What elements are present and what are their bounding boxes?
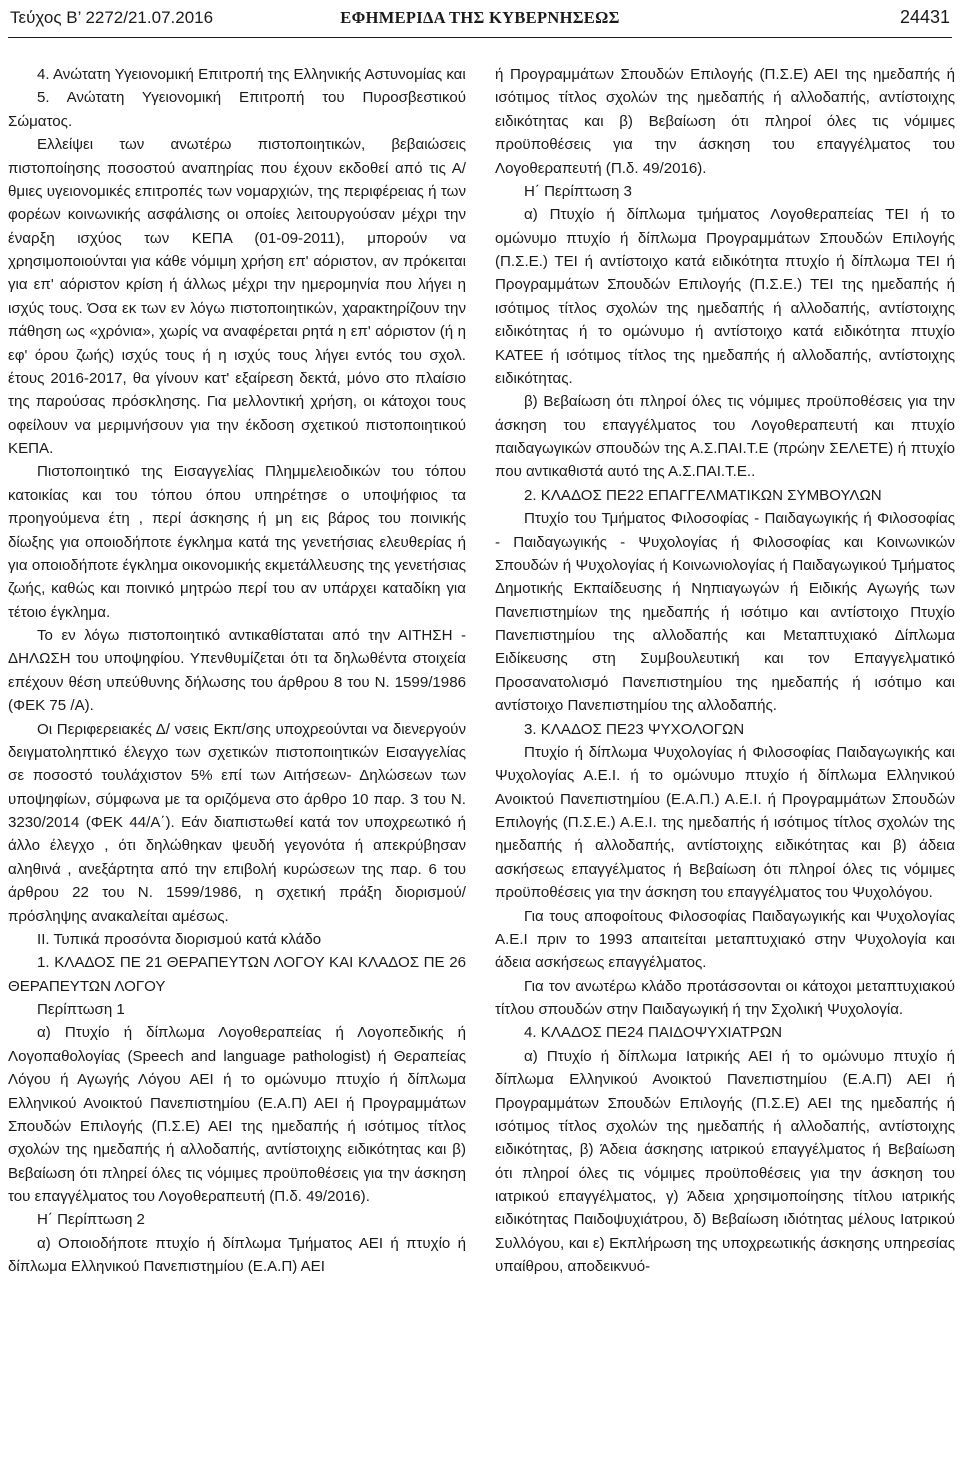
paragraph: Το εν λόγω πιστοποιητικό αντικαθίσταται από την ΑΙΤΗΣΗ - ΔΗΛΩΣΗ του υποψηφίου. Υπενθυμίζεται ότι τα δηλωθέντα στοιχεία επέχουν θέση υπεύθυνης δήλωσης του άρθρου 8 του Ν. 1599/1986 (ΦΕΚ 75 /Α). [8,627,466,715]
paragraph: ή Προγραμμάτων Σπουδών Επιλογής (Π.Σ.Ε) ΑΕΙ της ημεδαπής ή ισότιμος τίτλος σχολών της ημεδαπής ή αλλοδαπής, αντίστοιχης ειδικότητας και β) Βεβαίωση ότι πληροί όλες τις νόμιμες προϋποθέσεις για την άσκηση του επαγγέλματος του Λογοθεραπευτή (Π.δ. 49/2016). [495,66,955,177]
page-number: 24431 [899,7,950,27]
paragraph: Ελλείψει των ανωτέρω πιστοποιητικών, βεβαιώσεις πιστοποίησης ποσοστού αναπηρίας που έχουν εκδοθεί από τις Α/θμιες υγειονομικές επιτροπές των νομαρχιών, της περιφέρειας ή των φορέων κοινωνικής ασφάλισης οι οποίες λειτουργούσαν μέχρι την έναρξη ισχύος των ΚΕΠΑ (01-09-2011), μπορούν να χρησιμοποιούνται για κάθε νόμιμη χρήση επ' αόριστον, αν πρόκειται για επ' αόριστον κρίση ή άλλως μέχρι την ημερομηνία που λήγει η ισχύς τους. Όσα εκ των εν λόγω πιστοποιητικών, χαρακτηρίζουν την πάθηση ως «χρόνια», χωρίς να αναφέρεται ρητά η επ' αόριστον (ή η εφ' όρου ζωής) ισχύς τους ή η ισχύς τους λήγει εντός του σχολ. έτους 2016-2017, θα γίνουν κατ' εξαίρεση δεκτά, μόνο στο πλαίσιο της παρούσας πρόσκλησης. Για μελλοντική χρήση, οι κάτοχοι τους οφείλουν να μεριμνήσουν για την έκδοση σχετικού πιστοποιητικού ΚΕΠΑ. [8,136,466,457]
paragraph: Η΄ Περίπτωση 2 [37,1211,145,1229]
header-rule [8,37,952,38]
paragraph: Οι Περιφερειακές Δ/ νσεις Εκπ/σης υποχρεούνται να διενεργούν δειγματοληπτικό έλεγχο των σχετικών πιστοποιητικών Εισαγγελίας σε ποσοστό τουλάχιστον 5% επί των Αιτήσεων- Δηλώσεων των υποψηφίων, σύμφωνα με τα οριζόμενα στο άρθρο 10 παρ. 3 του Ν. 3230/2014 (ΦΕΚ 44/Α΄). Εάν διαπιστωθεί κατά τον υποχρεωτικό ή άλλο έλεγχο , ότι δηλώθηκαν ψευδή γεγονότα ή απεκρύβησαν αληθινά , ανεξάρτητα από την επιβολή κυρώσεων της παρ. 6 του άρθρου 22 του Ν. 1599/1986, η σχετική πράξη διορισμού/πρόσληψης ανακαλείται αμέσως. [8,720,466,925]
left-column [8,63,466,1279]
paragraph: ΙΙ. Τυπικά προσόντα διορισμού κατά κλάδο [37,930,322,948]
paragraph: α) Πτυχίο ή δίπλωμα τμήματος Λογοθεραπείας ΤΕΙ ή το ομώνυμο πτυχίο ή δίπλωμα Προγραμμάτων Σπουδών Επιλογής (Π.Σ.Ε.) ΤΕΙ ή αντίστοιχο κατά ειδικότητα πτυχίο ή δίπλωμα ΤΕΙ ή Προγραμμάτων Σπουδών Επιλογής (Π.Σ.Ε.) ΤΕΙ της ημεδαπής ή ισότιμος τίτλος σχολών της ημεδαπής ή αλλοδαπής, αντίστοιχης ειδικότητας ή το ομώνυμο ή αντίστοιχο κατά ειδικότητα πτυχίο ΚΑΤΕΕ ή ισότιμος τίτλος της ημεδαπής ή αλλοδαπής, αντίστοιχης ειδικότητας. [495,206,955,387]
paragraph: α) Πτυχίο ή δίπλωμα Ιατρικής ΑΕΙ ή το ομώνυμο πτυχίο ή δίπλωμα Ελληνικού Ανοικτού Πανεπιστημίου (Ε.Α.Π) ΑΕΙ ή Προγραμμάτων Σπουδών Επιλογής (Π.Σ.Ε) ΑΕΙ της ημεδαπής ή ισότιμος τίτλος σχολών της ημεδαπής ή αλλοδαπής, αντίστοιχης ειδικότητας, β) Άδεια άσκησης ιατρικού επαγγέλματος ή Βεβαίωση ότι πληροί όλες τις νόμιμες προϋποθέσεις για την άσκηση του ιατρικού επαγγέλματος, γ) Άδεια χρησιμοποίησης τίτλου ιατρικής ειδικότητας Παιδοψυχιάτρου, δ) Βεβαίωση ιδιότητας μέλους Ιατρικού Συλλόγου, και ε) Εκπλήρωση της υποχρεωτικής άσκησης υπηρεσίας υπαίθρου, αποδεικνυό- [495,1047,955,1276]
paragraph: α) Οποιοδήποτε πτυχίο ή δίπλωμα Τμήματος ΑΕΙ ή πτυχίο ή δίπλωμα Ελληνικού Πανεπιστημίου (Ε.Α.Π) ΑΕΙ [8,1234,466,1276]
paragraph: 3. ΚΛΑΔΟΣ ΠΕ23 ΨΥΧΟΛΟΓΩΝ [524,720,745,738]
page-header [8,4,952,38]
paragraph: 4. Ανώτατη Υγειονομική Επιτροπή της Ελληνικής Αστυνομίας και [37,66,466,83]
paragraph: Η΄ Περίπτωση 3 [524,182,632,200]
paragraph: Για τους αποφοίτους Φιλοσοφίας Παιδαγωγικής και Ψυχολογίας Α.Ε.Ι πριν το 1993 απαιτείται μεταπτυχιακό στην Ψυχολογία και άδεια ασκήσεως επαγγέλματος. [495,907,955,972]
paragraph: 4. ΚΛΑΔΟΣ ΠΕ24 ΠΑΙΔΟΨΥΧΙΑΤΡΩΝ [524,1024,783,1042]
paragraph: 2. ΚΛΑΔΟΣ ΠΕ22 ΕΠΑΓΓΕΛΜΑΤΙΚΩΝ ΣΥΜΒΟΥΛΩΝ [524,486,882,504]
paragraph: 1. ΚΛΑΔΟΣ ΠΕ 21 ΘΕΡΑΠΕΥΤΩΝ ΛΟΓΟΥ ΚΑΙ ΚΛΑΔΟΣ ΠΕ 26 ΘΕΡΑΠΕΥΤΩΝ ΛΟΓΟΥ [8,954,466,995]
paragraph: Για τον ανωτέρω κλάδο προτάσσονται οι κάτοχοι μεταπτυχιακού τίτλου σπουδών στην Παιδαγωγική ή την Σχολική Ψυχολογία. [495,977,955,1018]
right-column [495,63,955,1279]
gazette-title: ΕΦΗΜΕΡΙΔΑ ΤΗΣ ΚΥΒΕΡΝΗΣΕΩΣ [340,8,620,27]
paragraph: Πτυχίο ή δίπλωμα Ψυχολογίας ή Φιλοσοφίας Παιδαγωγικής και Ψυχολογίας Α.Ε.Ι. ή το ομώνυμο πτυχίο ή δίπλωμα Ελληνικού Ανοικτού Πανεπιστημίου (Ε.Α.Π.) Α.Ε.Ι. ή Προγραμμάτων Σπουδών Επιλογής (Π.Σ.Ε.) Α.Ε.Ι. της ημεδαπής ή ισότιμος τίτλος σχολών της ημεδαπής ή αλλοδαπής, αντίστοιχης ειδικότητας και β) άδεια ασκήσεως επαγγέλματος ή Βεβαίωση ότι πληροί όλες τις νόμιμες προϋποθέσεις για την άσκηση του επαγγέλματος του Ψυχολόγου. [495,743,955,902]
paragraph: α) Πτυχίο ή δίπλωμα Λογοθεραπείας ή Λογοπεδικής ή Λογοπαθολογίας (Speech and language pathologist) ή Θεραπείας Λόγου ή Αγωγής Λόγου ΑΕΙ ή το ομώνυμο πτυχίο ή δίπλωμα Ελληνικού Ανοικτού Πανεπιστημίου (Ε.Α.Π) ΑΕΙ ή Προγραμμάτων Σπουδών Επιλογής (Π.Σ.Ε) ΑΕΙ της ημεδαπής ή ισότιμος τίτλος σχολών της ημεδαπής ή αλλοδαπής, αντίστοιχης ειδικότητας και β) Βεβαίωση ότι πληρεί όλες τις νόμιμες προϋποθέσεις για την άσκηση του επαγγέλματος του Λογοθεραπευτή (Π.δ. 49/2016). [8,1024,466,1205]
paragraph: Περίπτωση 1 [37,1001,125,1018]
paragraph: 5. Ανώτατη Υγειονομική Επιτροπή του Πυροσβεστικού Σώματος. [8,89,466,130]
paragraph: β) Βεβαίωση ότι πληροί όλες τις νόμιμες προϋποθέσεις για την άσκηση του επαγγέλματος του Λογοθεραπευτή και πτυχίο παιδαγωγικών σπουδών της Α.Σ.ΠΑΙ.Τ.Ε (πρώην ΣΕΛΕΤΕ) ή πτυχίο που αντικαθιστά αυτό της Α.Σ.ΠΑΙ.Τ.Ε.. [495,393,955,481]
issue-number: Τεύχος Β’ 2272/21.07.2016 [10,8,214,27]
paragraph: Πιστοποιητικό της Εισαγγελίας Πλημμελειοδικών του τόπου κατοικίας και του τόπου όπου υπηρέτησε ο υποψήφιος τα προηγούμενα έτη , περί άσκησης ή μη εις βάρος του ποινικής δίωξης για οποιοδήποτε έγκλημα κατά της γενετήσιας ελευθερίας ή για οποιοδήποτε έγκλημα οικονομικής εκμετάλλευσης της γενετήσιας ζωής, καθώς και ποινικό μητρώο περί του αν υπάρχει καταδίκη για τέτοιο έγκλημα. [8,463,466,621]
paragraph: Πτυχίο του Τμήματος Φιλοσοφίας - Παιδαγωγικής ή Φιλοσοφίας - Παιδαγωγικής - Ψυχολογίας ή Φιλοσοφίας και Κοινωνικών Σπουδών ή Ψυχολογίας ή Κοινωνιολογίας ή Παιδαγωγικού Τμήματος Δημοτικής Εκπαίδευσης ή Νηπιαγωγών ή Ειδικής Αγωγής των Πανεπιστημίων της ημεδαπής ή ισότιμο και αντίστοιχο Πτυχίο Πανεπιστημίου της αλλοδαπής και Μεταπτυχιακό Δίπλωμα Ειδίκευσης στη Συμβουλευτική και τον Επαγγελματικό Προσανατολισμό Πανεπιστημίου της ημεδαπής ή ισότιμο και αντίστοιχο Πανεπιστημίου της αλλοδαπής. [495,510,955,715]
